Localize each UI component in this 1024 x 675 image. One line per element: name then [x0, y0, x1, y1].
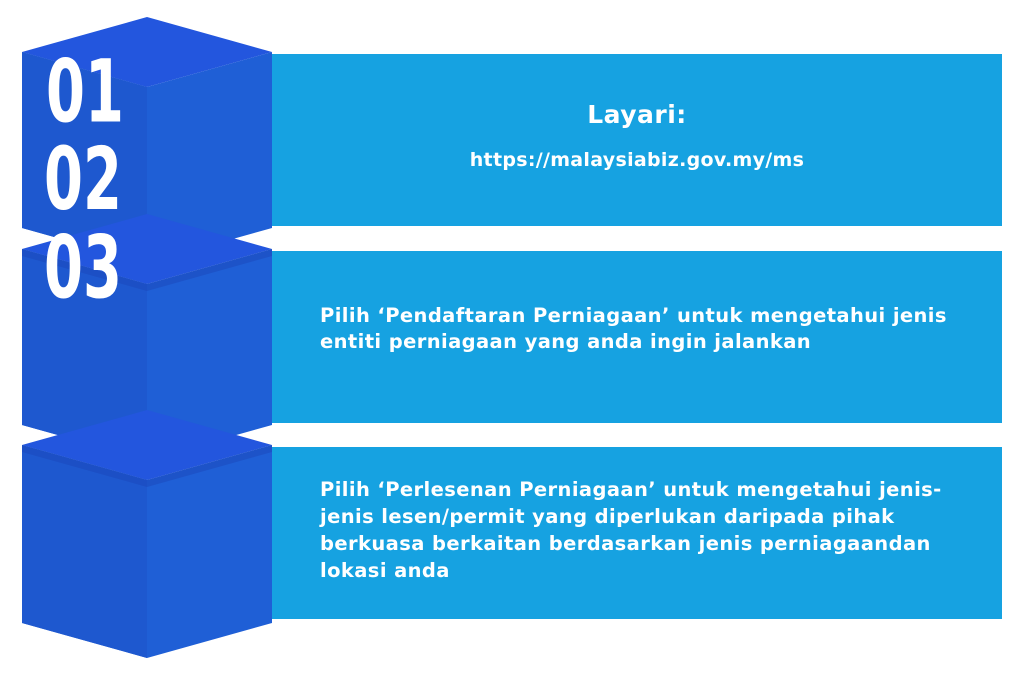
- step-3-number: 03: [44, 217, 122, 319]
- step-2-number: 02: [44, 129, 122, 231]
- step-1-url: https://malaysiabiz.gov.my/ms: [469, 149, 805, 171]
- step-2-text: Pilih ‘Pendaftaran Perniagaan’ untuk mengetahui jenis entiti perniagaan yang anda ingin jalankan: [320, 304, 947, 353]
- step-3-panel: [272, 447, 1002, 619]
- step-1-panel: [272, 54, 1002, 226]
- step-3-text: Pilih ‘Perlesenan Perniagaan’ untuk mengetahui jenis-jenis lesen/permit yang diperlukan daripada pihak berkuasa berkaitan berdasarkan jenis perniagaandan lokasi anda: [320, 478, 942, 582]
- step-1-number: 01: [46, 41, 124, 143]
- step-1-title: Layari:: [587, 100, 687, 129]
- step-2-panel: [272, 251, 1002, 423]
